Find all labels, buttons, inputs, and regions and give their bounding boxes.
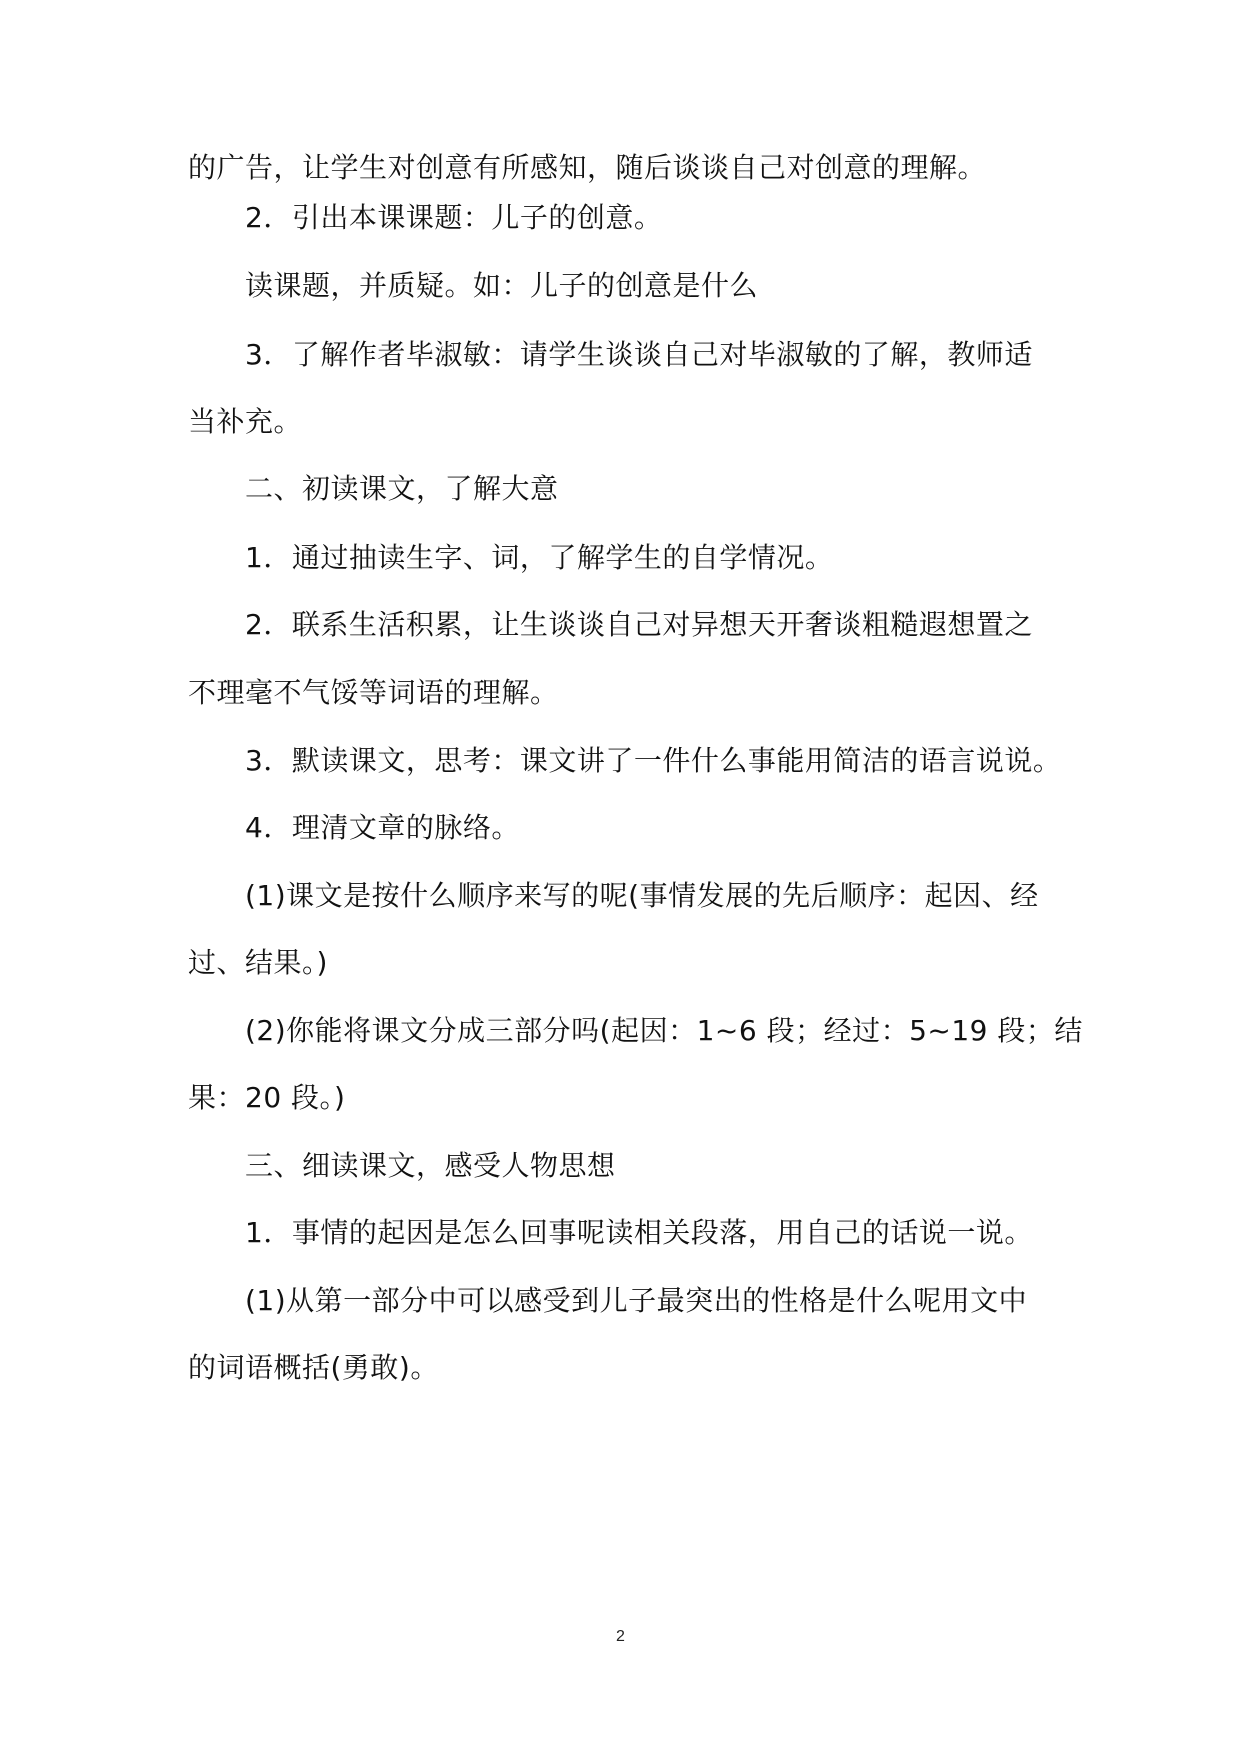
list-item: 2．联系生活积累，让生谈谈自己对异想天开奢谈粗糙遐想置之 bbox=[245, 608, 1033, 641]
body-text-line: 过、结果。) bbox=[188, 946, 328, 979]
list-item: (1)从第一部分中可以感受到儿子最突出的性格是什么呢用文中 bbox=[245, 1284, 1028, 1317]
body-text-line: 的广告，让学生对创意有所感知，随后谈谈自己对创意的理解。 bbox=[188, 151, 987, 184]
section-heading: 三、细读课文，感受人物思想 bbox=[245, 1149, 616, 1182]
list-item: 3．默读课文，思考：课文讲了一件什么事能用简洁的语言说说。 bbox=[245, 744, 1062, 777]
list-item: (2)你能将课文分成三部分吗(起因：1~6 段；经过：5~19 段；结 bbox=[245, 1014, 1083, 1047]
list-item: 2．引出本课课题：儿子的创意。 bbox=[245, 201, 663, 234]
list-item: 4．理清文章的脉络。 bbox=[245, 811, 520, 844]
body-text-line: 读课题，并质疑。如：儿子的创意是什么 bbox=[245, 269, 759, 302]
list-item: 1．事情的起因是怎么回事呢读相关段落，用自己的话说一说。 bbox=[245, 1216, 1033, 1249]
page-number: 2 bbox=[616, 1628, 625, 1645]
body-text-line: 的词语概括(勇敢)。 bbox=[188, 1351, 439, 1384]
list-item: 3．了解作者毕淑敏：请学生谈谈自己对毕淑敏的了解，教师适 bbox=[245, 338, 1033, 371]
list-item: 1．通过抽读生字、词，了解学生的自学情况。 bbox=[245, 541, 834, 574]
list-item: (1)课文是按什么顺序来写的呢(事情发展的先后顺序：起因、经 bbox=[245, 879, 1039, 912]
section-heading: 二、初读课文，了解大意 bbox=[245, 472, 559, 505]
body-text-line: 不理毫不气馁等词语的理解。 bbox=[188, 676, 559, 709]
body-text-line: 当补充。 bbox=[188, 405, 303, 438]
body-text-line: 果：20 段。) bbox=[188, 1081, 346, 1114]
